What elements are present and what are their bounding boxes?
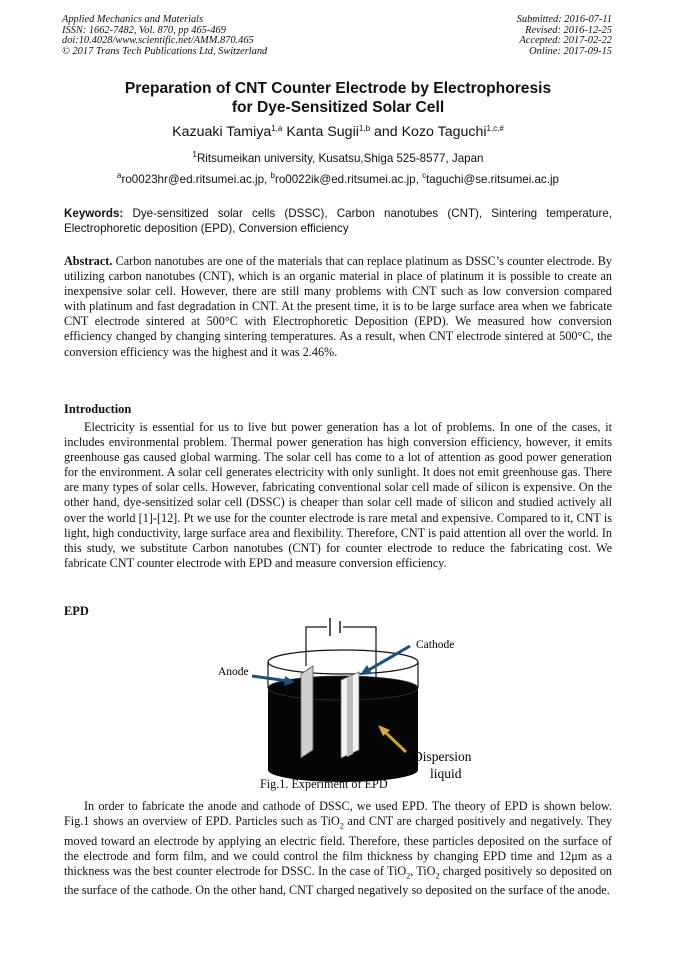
email-c-marker: c [422,171,427,180]
abstract [64,254,612,360]
author-3: Kozo Taguchi [401,124,487,140]
affiliation-text: Ritsumeikan university, Kusatsu,Shiga 525-8577, Japan [196,152,484,165]
keywords-block [64,206,612,236]
circuit-wire [306,627,376,684]
epd-figure [200,612,490,782]
cathode-arrow [367,646,410,671]
author-conjunction: and [373,124,398,140]
doi: doi:10.4028/www.scientific.net/AMM.870.465 [62,35,254,47]
journal-name: Applied Mechanics and Materials [62,14,204,25]
email-a[interactable]: ro0023hr@ed.ritsumei.ac.jp, [121,173,268,186]
dispersion-label-2: liquid [430,766,462,781]
introduction-heading: Introduction [64,402,132,416]
publication-dates [517,15,612,57]
abstract-label: Abstract. [64,254,113,268]
author-2: Kanta Sugii [286,124,359,140]
issn: ISSN: 1662-7482, Vol. 870, pp 465-469 [62,24,226,36]
epd-text-1: In order to fabricate the anode and cathode of DSSC, we used EPD. The theory of EPD is shown below. Fig.1 shows an overview of EPD. Particles such as TiO [64,799,612,829]
tio2-subscript: 2 [339,821,344,831]
introduction-paragraph: Electricity is essential for us to live but power generation has a lot of problems. In one of the cases, it includes environmental problem. Thermal power generation has high conversion efficiency, however, it emits greenhouse gas caused global warming. The solar cell has come to a lot of attention as good power generation for the environment. A solar cell generates electricity with only sunlight. It does not emit greenhouse gas. There are many types of solar cells. However, fabricating conventional solar cell made of silicon is expensive. On the other hand, dye-sensitized solar cell (DSSC) is cheaper than solar cell made of silicon and studied actively all over the world [1]-[12]. Pt we use for the counter electrode is rare metal and expensive. Compared to it, CNT is light, high conductivity, large surface area and flexibility. Therefore, CNT is paid attention all over the world. In this study, we substitute Carbon nanotubes (CNT) for counter electrode to reduce the fabricating cost. We fabricate CNT counter electrode with EPD and measure conversion efficiency. [64,420,612,570]
tio2-subscript: 2 [406,871,411,881]
journal-info [62,15,267,57]
author-emails [64,171,612,186]
email-b-marker: b [270,171,275,180]
email-a-marker: a [117,171,122,180]
affiliation-marker: 1 [192,150,197,159]
email-b[interactable]: ro0022ik@ed.ritsumei.ac.jp, [274,173,419,186]
epd-text-2: and CNT are charged positively and negatively. They moved toward an electrode by applying an electric field. Therefore, these particles deposited on the surface of the electrode and form film, and we could control the film thickness by changing EPD time and 12μm as a thickness was the best counter electrode for DSSC. In the case of TiO [64,814,613,878]
accepted-date: Accepted: 2017-02-22 [519,35,612,47]
author-2-affiliation: 1,b [358,124,371,133]
anode-arrow [252,676,288,681]
dispersion-label-1: Dispersion [413,749,472,764]
cathode-electrode-front [347,675,353,757]
tio2-subscript: 2 [435,871,440,881]
abstract-text: Carbon nanotubes are one of the materials that can replace platinum as DSSC’s counter electrode. By utilizing carbon nanotubes (CNT), which is an organic material in place of platinum it is possible to create an inexpensive solar cell. However, there are still many problems with CNT such as low conversion compared with platinum and fast degradation in CNT. At the present time, it is to be large surface area when we fabricate CNT electrode sintered at 500°C with Electrophoretic Deposition (EPD). We measured how conversion efficiency changed by changing sintering temperatures. As a result, when CNT electrode sintered at 500°C, the conversion efficiency was the highest and it was 2.46%. [64,254,612,359]
anode-electrode [301,666,313,758]
keywords-text: Dye-sensitized solar cells (DSSC), Carbon nanotubes (CNT), Sintering temperature, Electrophoretic deposition (EPD), Conversion efficiency [64,207,612,236]
author-1: Kazuaki Tamiya [172,124,272,140]
title-line-1: Preparation of CNT Counter Electrode by Electrophoresis [124,80,552,97]
revised-date: Revised: 2016-12-25 [525,24,612,36]
email-c[interactable]: taguchi@se.ritsumei.ac.jp [426,173,559,186]
cathode-label: Cathode [416,639,455,651]
keywords-label: Keywords: [64,207,124,220]
figure-caption: Fig.1. Experiment of EPD [260,777,388,791]
paper-title [64,80,612,117]
author-1-affiliation: 1,a [271,124,283,133]
affiliation [64,150,612,165]
epd-heading: EPD [64,604,89,618]
anode-label: Anode [218,666,249,678]
submitted-date: Submitted: 2016-07-11 [516,14,612,25]
title-line-2: for Dye-Sensitized Solar Cell [231,98,445,116]
copyright: © 2017 Trans Tech Publications Ltd, Switzerland [62,45,268,57]
author-list [64,124,612,140]
epd-text-3: , TiO [410,863,436,878]
online-date: Online: 2017-09-15 [529,45,612,57]
author-3-affiliation: 1,c,# [486,124,504,133]
epd-text-4: charged positively so deposited on the surface of the cathode. On the other hand, CNT charged negatively so deposited on the surface of the anode. [64,863,613,898]
epd-paragraph [64,799,612,898]
